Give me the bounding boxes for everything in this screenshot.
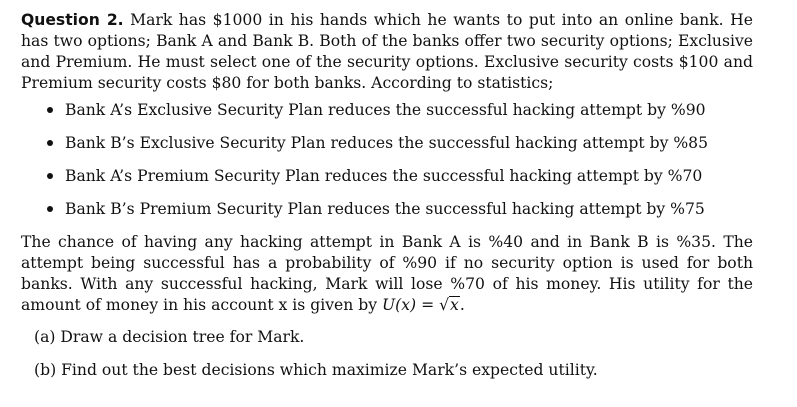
part-b: (b) Find out the best decisions which maximize Mark’s expected utility.	[34, 361, 598, 379]
question-intro	[21, 10, 753, 94]
bullet-text: Bank B’s Premium Security Plan reduces the successful hacking attempt by %75	[65, 200, 705, 218]
bullet-icon	[47, 206, 53, 212]
utility-formula	[382, 296, 460, 314]
question-body	[21, 232, 753, 316]
bullet-text: Bank B’s Exclusive Security Plan reduces the successful hacking attempt by %85	[65, 134, 709, 152]
bullet-text: Bank A’s Exclusive Security Plan reduces the successful hacking attempt by %90	[65, 101, 706, 119]
part-a: (a) Draw a decision tree for Mark.	[34, 328, 305, 346]
question-intro-text: Mark has $1000 in his hands which he wants to put into an online bank. He has two options; Bank A and Bank B. Both of the banks offer two security options; Exclusive and Premium. He must select one of the security options. Exclusive security costs $100 and Premium security costs $80 for both banks. According to statistics;	[21, 11, 753, 92]
formula-radicand: x	[450, 296, 459, 314]
list-item	[47, 166, 747, 199]
list-item	[47, 199, 747, 232]
formula-lhs: U(x) = √	[382, 296, 450, 314]
list-item	[47, 100, 747, 133]
body-text: The chance of having any hacking attempt in Bank A is %40 and in Bank B is %35. The attempt being successful has a probability of %90 if no security option is used for both banks. With any successful hacking, Mark will lose %70 of his money. His utility for the amount of money in his account x is given by	[21, 233, 753, 314]
question-label: Question 2.	[21, 11, 124, 29]
bullet-icon	[47, 107, 53, 113]
bullet-icon	[47, 173, 53, 179]
list-item	[47, 133, 747, 166]
bullet-text: Bank A’s Premium Security Plan reduces the successful hacking attempt by %70	[65, 167, 703, 185]
formula-end: .	[459, 296, 465, 314]
statistics-list	[47, 100, 747, 232]
bullet-icon	[47, 140, 53, 146]
